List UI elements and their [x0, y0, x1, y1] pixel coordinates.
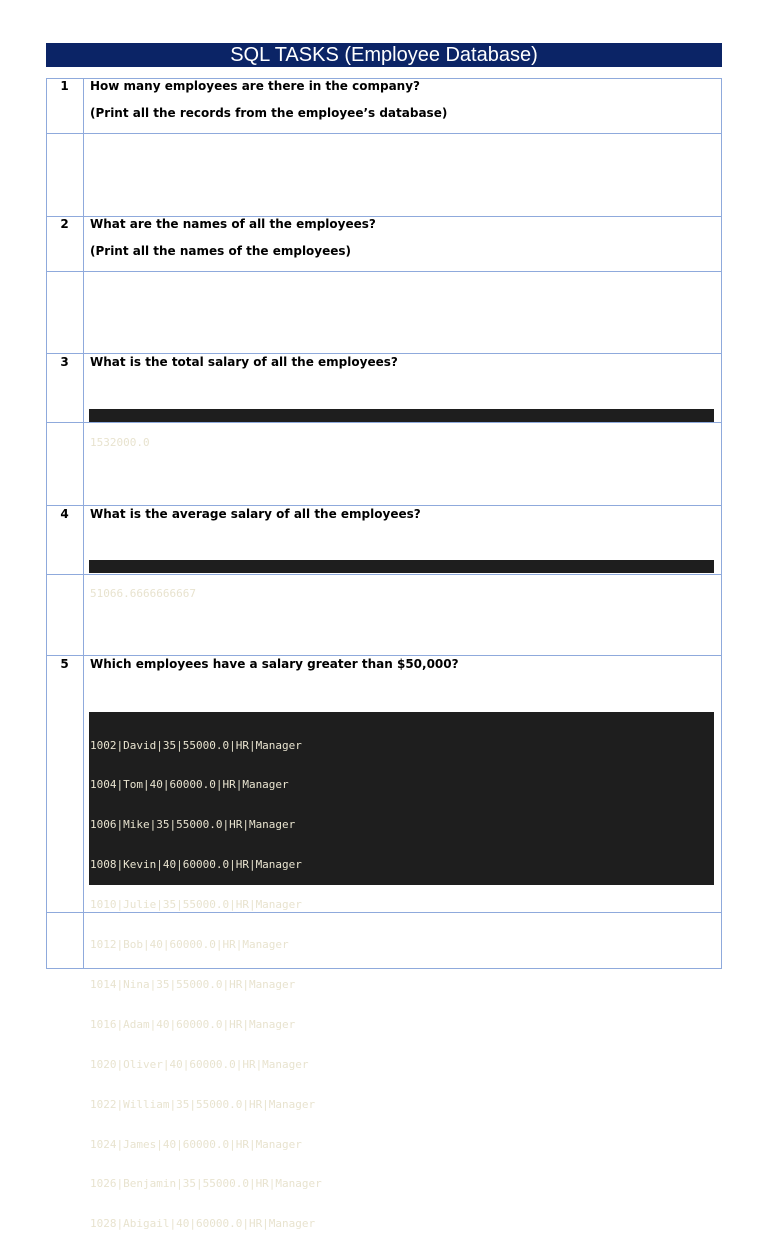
- row-divider: [46, 353, 722, 354]
- task-question: Which employees have a salary greater than $50,000?: [90, 657, 459, 671]
- task-question: What is the total salary of all the employees?: [90, 355, 398, 369]
- task-number: 4: [60, 507, 69, 521]
- output-line: 51066.6666666667: [90, 586, 196, 600]
- row-divider: [46, 133, 722, 134]
- query-output: [89, 409, 714, 449]
- document-title: SQL TASKS (Employee Database): [46, 43, 722, 67]
- task-number: 2: [60, 217, 69, 231]
- output-line: 1006|Mike|35|55000.0|HR|Manager: [90, 818, 296, 832]
- output-line: 1002|David|35|55000.0|HR|Manager: [90, 738, 302, 752]
- output-line: 1004|Tom|40|60000.0|HR|Manager: [90, 778, 289, 792]
- output-line: 1532000.0: [90, 435, 150, 449]
- output-line: 1024|James|40|60000.0|HR|Manager: [90, 1137, 302, 1151]
- task-question: What is the average salary of all the employees?: [90, 507, 421, 521]
- output-line: 1016|Adam|40|60000.0|HR|Manager: [90, 1017, 296, 1031]
- output-line: 1008|Kevin|40|60000.0|HR|Manager: [90, 858, 302, 872]
- task-note: (Print all the records from the employee’s database): [90, 106, 448, 120]
- row-divider: [46, 271, 722, 272]
- output-line: 1026|Benjamin|35|55000.0|HR|Manager: [90, 1177, 322, 1191]
- task-question: How many employees are there in the company?: [90, 79, 420, 93]
- task-number: 3: [60, 355, 69, 369]
- output-line: 1014|Nina|35|55000.0|HR|Manager: [90, 977, 296, 991]
- task-note: (Print all the names of the employees): [90, 244, 352, 258]
- task-number: 5: [60, 657, 69, 671]
- number-column-divider: [83, 78, 84, 969]
- output-line: 1010|Julie|35|55000.0|HR|Manager: [90, 898, 302, 912]
- query-output: [89, 560, 714, 600]
- row-divider: [46, 505, 722, 506]
- task-number: 1: [60, 79, 69, 93]
- output-line: 1028|Abigail|40|60000.0|HR|Manager: [90, 1217, 316, 1231]
- output-line: 1022|William|35|55000.0|HR|Manager: [90, 1097, 316, 1111]
- output-line: 1020|Oliver|40|60000.0|HR|Manager: [90, 1057, 309, 1071]
- output-line: 1012|Bob|40|60000.0|HR|Manager: [90, 938, 289, 952]
- query-output: [89, 712, 714, 1231]
- row-divider: [46, 655, 722, 656]
- task-question: What are the names of all the employees?: [90, 217, 376, 231]
